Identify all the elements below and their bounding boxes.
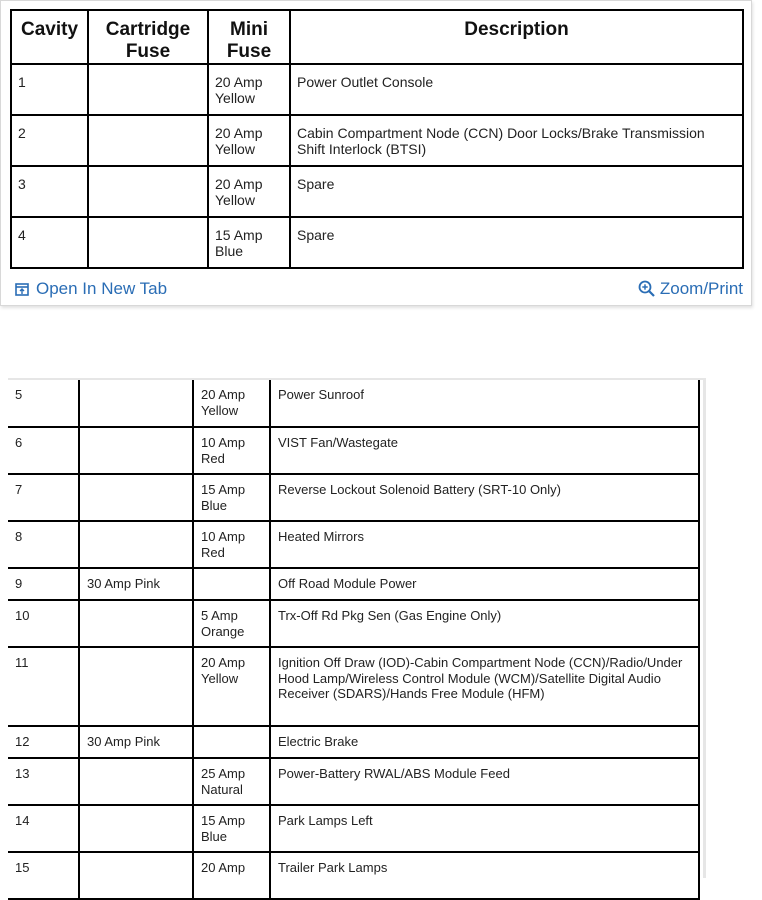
table-row bbox=[11, 166, 743, 217]
table-row bbox=[8, 852, 699, 899]
cartridge-cell bbox=[79, 427, 193, 474]
description-cell: Cabin Compartment Node (CCN) Door Locks/Brake Transmission Shift Interlock (BTSI) bbox=[290, 115, 743, 166]
description-cell: Power Sunroof bbox=[270, 380, 699, 427]
table-row bbox=[8, 568, 699, 600]
mini-fuse-cell bbox=[193, 521, 270, 568]
mini-color: Blue bbox=[201, 497, 228, 513]
mini-color: Yellow bbox=[215, 192, 255, 208]
mini-fuse-cell bbox=[193, 852, 270, 899]
cavity-cell: 1 bbox=[11, 64, 88, 115]
cartridge-cell bbox=[79, 474, 193, 521]
mini-amp: 20 Amp bbox=[201, 655, 246, 670]
table-row bbox=[8, 474, 699, 521]
table-row bbox=[8, 647, 699, 726]
table-row bbox=[8, 758, 699, 805]
mini-fuse-cell bbox=[208, 115, 290, 166]
mini-amp: 15 Amp bbox=[215, 227, 263, 243]
mini-color: Blue bbox=[215, 243, 244, 259]
header-cavity: Cavity bbox=[11, 10, 88, 64]
cartridge-cell bbox=[79, 521, 193, 568]
cartridge-cell bbox=[79, 758, 193, 805]
header-mini-fuse: Mini Fuse bbox=[208, 10, 290, 64]
description-cell: Heated Mirrors bbox=[270, 521, 699, 568]
mini-color: Yellow bbox=[201, 670, 239, 686]
mini-fuse-cell bbox=[193, 474, 270, 521]
cavity-cell: 14 bbox=[8, 805, 79, 852]
cavity-cell: 5 bbox=[8, 380, 79, 427]
mini-color: Yellow bbox=[215, 90, 255, 106]
description-cell: Off Road Module Power bbox=[270, 568, 699, 600]
open-in-new-tab-icon bbox=[15, 282, 30, 297]
open-in-new-tab-label: Open In New Tab bbox=[36, 279, 168, 298]
description-cell: Power-Battery RWAL/ABS Module Feed bbox=[270, 758, 699, 805]
mini-color: Blue bbox=[201, 828, 228, 844]
cavity-cell: 13 bbox=[8, 758, 79, 805]
header-description: Description bbox=[290, 10, 743, 64]
cavity-cell: 3 bbox=[11, 166, 88, 217]
zoom-print-link[interactable] bbox=[638, 279, 743, 299]
mini-amp: 20 Amp bbox=[215, 74, 263, 90]
mini-color: Red bbox=[201, 544, 225, 560]
mini-fuse-cell bbox=[193, 805, 270, 852]
table-row bbox=[11, 115, 743, 166]
cartridge-cell bbox=[79, 805, 193, 852]
mini-color: Natural bbox=[201, 781, 243, 797]
description-cell: Reverse Lockout Solenoid Battery (SRT-10 Only) bbox=[270, 474, 699, 521]
mini-fuse-cell bbox=[193, 600, 270, 647]
zoom-print-label: Zoom/Print bbox=[659, 279, 743, 298]
cavity-cell: 7 bbox=[8, 474, 79, 521]
cavity-cell: 6 bbox=[8, 427, 79, 474]
mini-fuse-cell bbox=[193, 647, 270, 726]
cartridge-cell bbox=[88, 64, 208, 115]
description-cell: VIST Fan/Wastegate bbox=[270, 427, 699, 474]
mini-amp: 20 Amp bbox=[201, 387, 246, 402]
cavity-cell: 8 bbox=[8, 521, 79, 568]
table-row bbox=[8, 726, 699, 758]
mini-amp: 20 Amp bbox=[201, 860, 246, 875]
mini-amp: 15 Amp bbox=[201, 482, 246, 497]
table-row bbox=[11, 64, 743, 115]
mini-fuse-cell bbox=[208, 217, 290, 268]
mini-amp: 10 Amp bbox=[201, 435, 246, 450]
mini-amp: 20 Amp bbox=[215, 176, 263, 192]
mini-color: Yellow bbox=[215, 141, 255, 157]
cavity-cell: 10 bbox=[8, 600, 79, 647]
mini-amp: 25 Amp bbox=[201, 766, 246, 781]
cavity-cell: 9 bbox=[8, 568, 79, 600]
cavity-cell: 12 bbox=[8, 726, 79, 758]
description-cell: Trailer Park Lamps bbox=[270, 852, 699, 899]
table-row bbox=[8, 805, 699, 852]
table-row bbox=[8, 427, 699, 474]
cartridge-cell bbox=[88, 166, 208, 217]
cavity-cell: 4 bbox=[11, 217, 88, 268]
mini-amp: 15 Amp bbox=[201, 813, 246, 828]
fuse-table-top bbox=[10, 9, 744, 269]
open-in-new-tab-link[interactable] bbox=[15, 279, 167, 299]
table-row bbox=[8, 521, 699, 568]
mini-fuse-cell bbox=[193, 380, 270, 427]
cartridge-cell bbox=[79, 852, 193, 899]
description-cell: Power Outlet Console bbox=[290, 64, 743, 115]
cartridge-cell bbox=[79, 380, 193, 427]
description-cell: Park Lamps Left bbox=[270, 805, 699, 852]
mini-fuse-cell bbox=[208, 166, 290, 217]
mini-fuse-cell bbox=[193, 568, 270, 600]
cartridge-cell: 30 Amp Pink bbox=[79, 568, 193, 600]
cavity-cell: 2 bbox=[11, 115, 88, 166]
description-cell: Spare bbox=[290, 166, 743, 217]
zoom-in-icon bbox=[638, 280, 656, 298]
table-header-row bbox=[11, 10, 743, 64]
mini-fuse-cell bbox=[193, 726, 270, 758]
mini-color: Yellow bbox=[201, 402, 239, 418]
mini-amp: 10 Amp bbox=[201, 529, 246, 544]
table-row bbox=[11, 217, 743, 268]
header-cartridge-fuse: Cartridge Fuse bbox=[88, 10, 208, 64]
mini-fuse-cell bbox=[208, 64, 290, 115]
description-cell: Electric Brake bbox=[270, 726, 699, 758]
cartridge-cell bbox=[79, 600, 193, 647]
mini-color: Orange bbox=[201, 623, 245, 639]
table-row bbox=[8, 380, 699, 427]
description-cell: Trx-Off Rd Pkg Sen (Gas Engine Only) bbox=[270, 600, 699, 647]
fuse-table-card bbox=[0, 0, 752, 306]
table-row bbox=[8, 600, 699, 647]
table-right-edge bbox=[703, 378, 706, 878]
cartridge-cell: 30 Amp Pink bbox=[79, 726, 193, 758]
description-cell: Ignition Off Draw (IOD)-Cabin Compartment Node (CCN)/Radio/Under Hood Lamp/Wireless Control Module (WCM)/Satellite Digital Audio Receiver (SDARS)/Hands Free Module (HFM) bbox=[270, 647, 699, 726]
cavity-cell: 11 bbox=[8, 647, 79, 726]
cartridge-cell bbox=[79, 647, 193, 726]
fuse-table-continued bbox=[8, 380, 700, 900]
mini-color: Red bbox=[201, 450, 225, 466]
cartridge-cell bbox=[88, 217, 208, 268]
cartridge-cell bbox=[88, 115, 208, 166]
mini-fuse-cell bbox=[193, 758, 270, 805]
cavity-cell: 15 bbox=[8, 852, 79, 899]
mini-amp: 5 Amp bbox=[201, 608, 238, 623]
mini-amp: 20 Amp bbox=[215, 125, 263, 141]
mini-fuse-cell bbox=[193, 427, 270, 474]
card-footer bbox=[1, 273, 751, 305]
description-cell: Spare bbox=[290, 217, 743, 268]
